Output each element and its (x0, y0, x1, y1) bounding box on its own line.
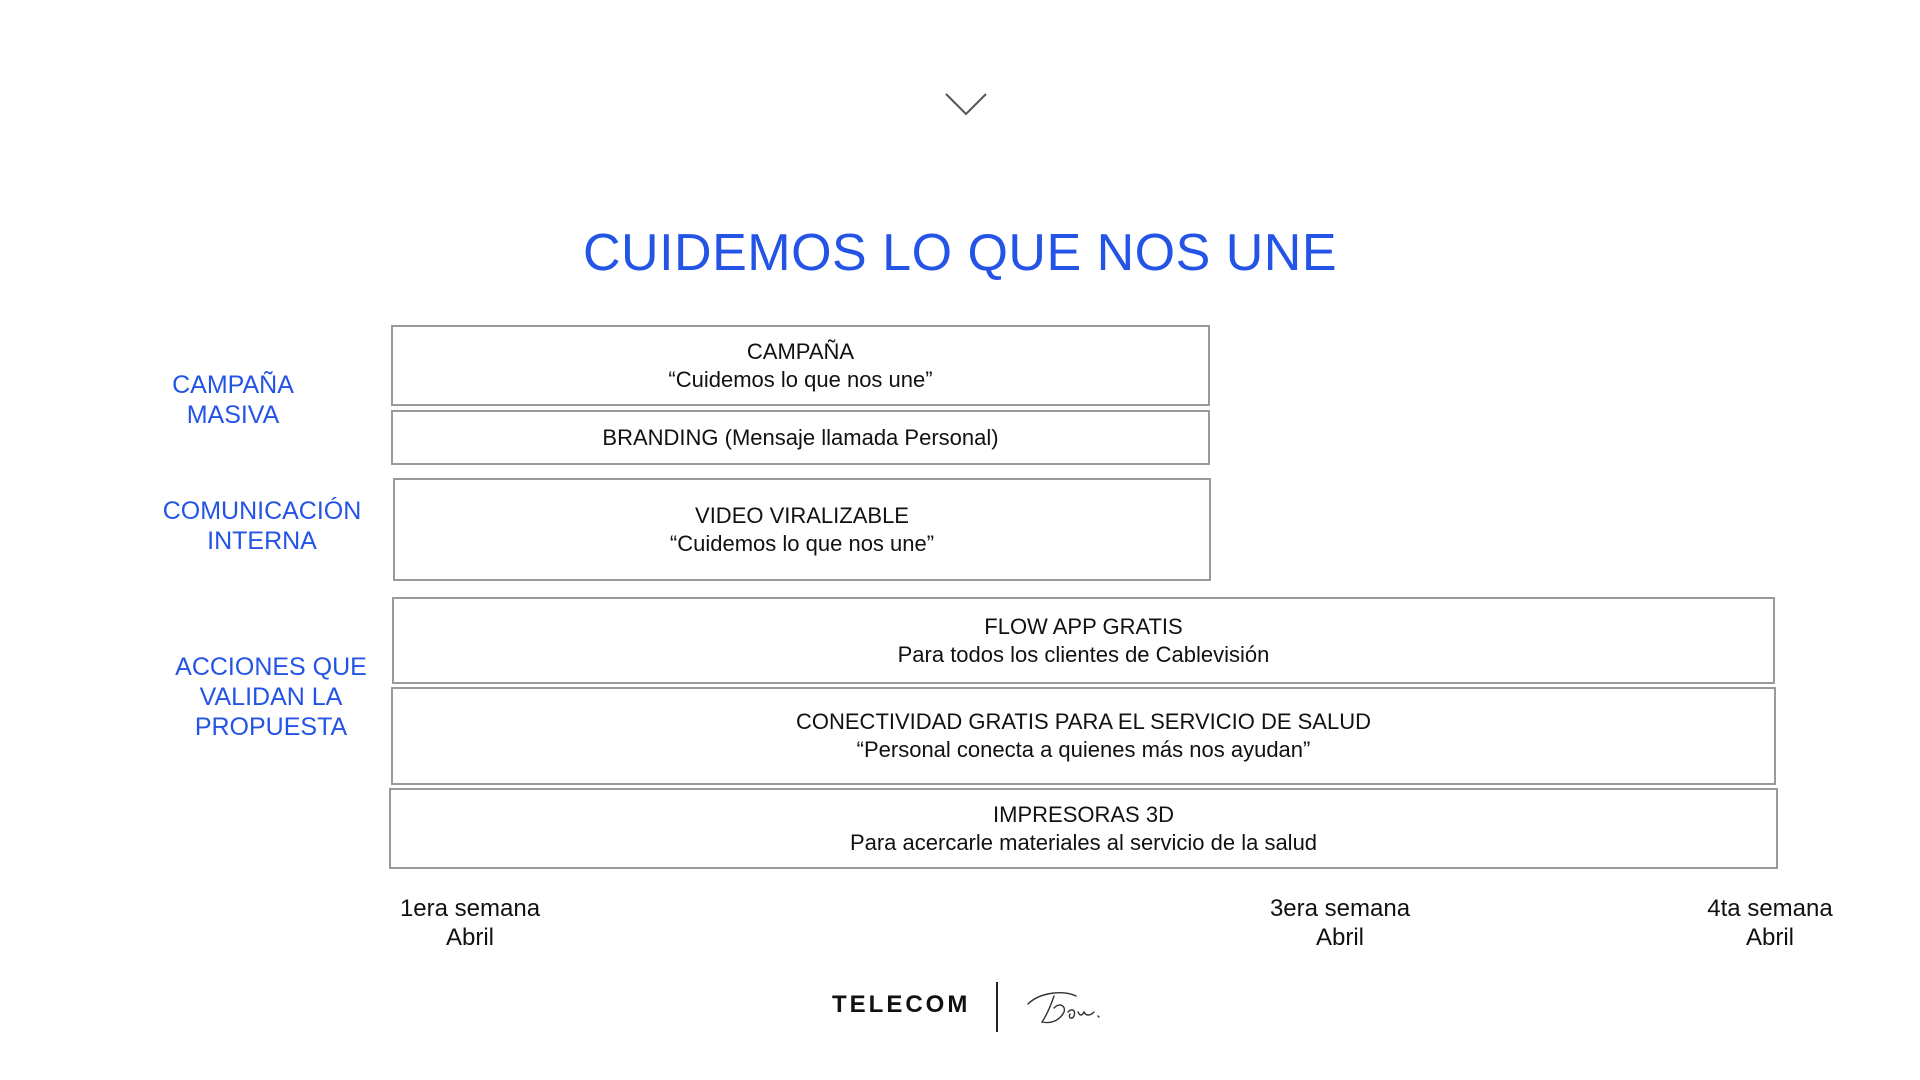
box-flow (392, 597, 1775, 684)
box-heading: IMPRESORAS 3D (993, 801, 1174, 827)
box-branding (391, 410, 1210, 465)
box-heading: BRANDING (Mensaje llamada Personal) (602, 424, 999, 450)
box-heading: CONECTIVIDAD GRATIS PARA EL SERVICIO DE SALUD (796, 709, 1371, 734)
box-heading: CAMPAÑA (746, 338, 855, 364)
timeline-week3 (1250, 894, 1430, 952)
row-label-line: INTERNA (207, 527, 317, 555)
row-label-line: PROPUESTA (194, 713, 348, 741)
timeline-week: 3era semana (1269, 895, 1411, 922)
box-heading: FLOW APP GRATIS (984, 613, 1183, 639)
footer-divider (996, 982, 998, 1032)
box-video (393, 478, 1211, 581)
chevron-down-icon (944, 92, 988, 118)
timeline-week: 1era semana (399, 895, 541, 922)
row-label-line: CAMPAÑA (172, 371, 294, 399)
box-campana (391, 325, 1210, 406)
row-label-acciones (164, 652, 378, 742)
signature-logo-icon (1024, 982, 1110, 1032)
box-subtitle: Para todos los clientes de Cablevisión (897, 641, 1270, 667)
timeline-week4 (1680, 894, 1860, 952)
timeline-week: 4ta semana (1707, 895, 1833, 922)
row-label-line: ACCIONES QUE (175, 653, 367, 681)
telecom-logo: TELECOM (832, 991, 971, 1018)
box-heading: VIDEO VIRALIZABLE (695, 502, 909, 528)
timeline-week1 (380, 894, 560, 952)
box-subtitle: Para acercarle materiales al servicio de la salud (849, 829, 1318, 855)
row-label-comunicacion-interna (154, 496, 370, 556)
row-label-line: VALIDAN LA (199, 683, 343, 711)
box-subtitle: “Personal conecta a quienes más nos ayudan” (856, 737, 1311, 762)
box-subtitle: “Cuidemos lo que nos une” (669, 530, 935, 556)
timeline-month: Abril (1745, 924, 1794, 951)
timeline-month: Abril (1315, 924, 1364, 951)
row-label-line: MASIVA (186, 401, 280, 429)
row-label-line: COMUNICACIÓN (162, 497, 362, 525)
slide-title: CUIDEMOS LO QUE NOS UNE (582, 224, 1338, 282)
box-conectividad (391, 687, 1776, 785)
box-subtitle: “Cuidemos lo que nos une” (668, 366, 933, 392)
timeline-month: Abril (445, 924, 494, 951)
box-impresoras (389, 788, 1778, 869)
row-label-campana-masiva (150, 370, 316, 430)
